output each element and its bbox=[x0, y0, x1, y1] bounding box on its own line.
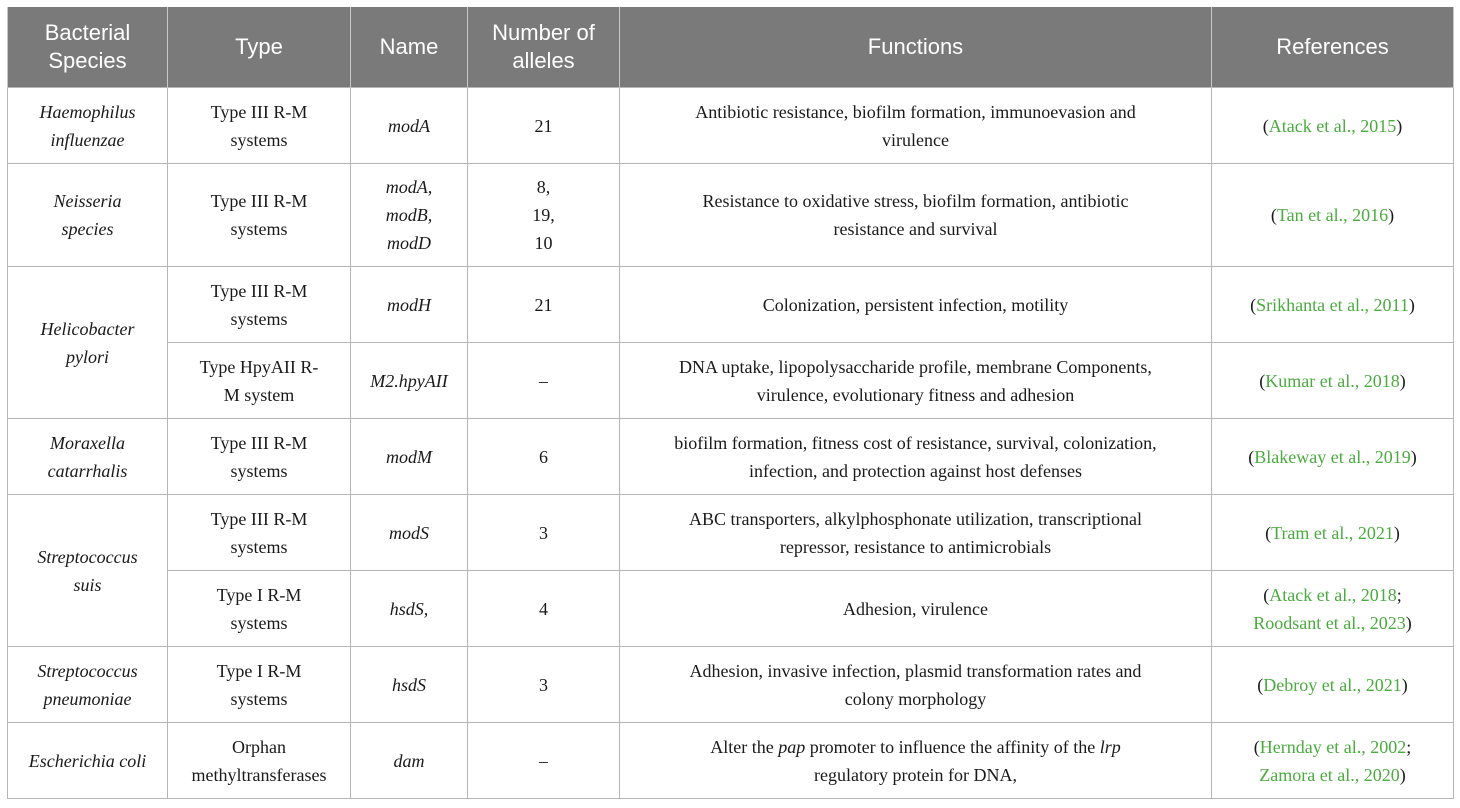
header-species-line: Bacterial bbox=[44, 20, 131, 45]
alleles-line: 8, bbox=[536, 177, 551, 197]
species-line: Streptococcus bbox=[37, 660, 138, 681]
references-cell: (Blakeway et al., 2019) bbox=[1212, 419, 1454, 495]
header-alleles-line: Number of bbox=[492, 20, 595, 45]
functions-line: virulence bbox=[882, 129, 949, 150]
functions-text: Alter the bbox=[710, 736, 779, 757]
type-line: Type III R-M bbox=[210, 508, 308, 529]
gene-name: modA, bbox=[385, 177, 433, 197]
reference-link[interactable]: Atack et al., 2015 bbox=[1268, 115, 1397, 136]
references-cell: (Tan et al., 2016) bbox=[1212, 164, 1454, 267]
references-cell: (Debroy et al., 2021) bbox=[1212, 647, 1454, 723]
header-name: Name bbox=[351, 7, 468, 88]
reference-link[interactable]: Atack et al., 2018 bbox=[1269, 584, 1397, 605]
type-line: Orphan bbox=[232, 736, 286, 757]
gene-name-cell: hsdS bbox=[351, 647, 468, 723]
species-line: catarrhalis bbox=[47, 460, 128, 481]
references-cell: (Atack et al., 2015) bbox=[1212, 88, 1454, 164]
functions-cell bbox=[620, 267, 1212, 343]
functions-line: DNA uptake, lipopolysaccharide profile, membrane Components, bbox=[679, 356, 1152, 377]
gene-name-cell: modS bbox=[351, 495, 468, 571]
type-line: systems bbox=[230, 688, 288, 709]
gene-ref-pap: pap bbox=[778, 736, 806, 757]
type-line: Type III R-M bbox=[210, 101, 308, 122]
alleles-line: 10 bbox=[534, 233, 553, 253]
table-row bbox=[8, 267, 1454, 343]
species-cell bbox=[8, 647, 168, 723]
functions-line: repressor, resistance to antimicrobials bbox=[779, 536, 1052, 557]
type-cell bbox=[168, 267, 351, 343]
species-cell: Escherichia coli bbox=[8, 723, 168, 799]
type-line: M system bbox=[223, 384, 295, 405]
header-references: References bbox=[1212, 7, 1454, 88]
functions-line: biofilm formation, fitness cost of resistance, survival, colonization, bbox=[674, 432, 1157, 453]
species-line: influenzae bbox=[50, 129, 125, 150]
header-alleles bbox=[468, 7, 620, 88]
table-row bbox=[8, 419, 1454, 495]
gene-name-cell: modA bbox=[351, 88, 468, 164]
type-line: systems bbox=[230, 129, 288, 150]
functions-line: infection, and protection against host defenses bbox=[749, 460, 1082, 481]
gene-name-cell: dam bbox=[351, 723, 468, 799]
table-row bbox=[8, 164, 1454, 267]
header-alleles-line: alleles bbox=[512, 48, 575, 73]
alleles-cell: 3 bbox=[468, 647, 620, 723]
functions-cell bbox=[620, 419, 1212, 495]
functions-line: Colonization, persistent infection, motility bbox=[762, 294, 1069, 315]
reference-link[interactable]: Blakeway et al., 2019 bbox=[1254, 446, 1411, 467]
table-row bbox=[8, 343, 1454, 419]
references-cell: (Tram et al., 2021) bbox=[1212, 495, 1454, 571]
functions-line: Adhesion, virulence bbox=[843, 598, 988, 619]
type-line: Type III R-M bbox=[210, 280, 308, 301]
alleles-cell: 3 bbox=[468, 495, 620, 571]
gene-name-cell bbox=[351, 164, 468, 267]
header-species-line: Species bbox=[48, 48, 127, 73]
functions-line: Antibiotic resistance, biofilm formation, immunoevasion and bbox=[695, 101, 1136, 122]
header-type: Type bbox=[168, 7, 351, 88]
references-cell: (Hernday et al., 2002; Zamora et al., 2020) bbox=[1212, 723, 1454, 799]
reference-link[interactable]: Kumar et al., 2018 bbox=[1265, 370, 1400, 391]
species-cell bbox=[8, 419, 168, 495]
table-row bbox=[8, 495, 1454, 571]
type-line: Type I R-M bbox=[216, 660, 302, 681]
functions-cell bbox=[620, 343, 1212, 419]
header-row bbox=[8, 7, 1454, 88]
references-cell: (Atack et al., 2018; Roodsant et al., 2023) bbox=[1212, 571, 1454, 647]
alleles-cell: – bbox=[468, 723, 620, 799]
type-cell bbox=[168, 571, 351, 647]
functions-line: resistance and survival bbox=[833, 219, 998, 239]
alleles-cell: 6 bbox=[468, 419, 620, 495]
functions-line: regulatory protein for DNA, bbox=[814, 764, 1017, 785]
functions-cell bbox=[620, 647, 1212, 723]
species-cell bbox=[8, 88, 168, 164]
data-table bbox=[7, 7, 1454, 799]
type-cell bbox=[168, 88, 351, 164]
type-line: systems bbox=[230, 308, 288, 329]
functions-line: colony morphology bbox=[844, 688, 987, 709]
gene-name-cell: hsdS, bbox=[351, 571, 468, 647]
type-cell bbox=[168, 343, 351, 419]
species-line: Neisseria bbox=[53, 191, 122, 211]
functions-line: Resistance to oxidative stress, biofilm formation, antibiotic bbox=[702, 191, 1129, 211]
species-line: suis bbox=[73, 574, 102, 595]
functions-cell bbox=[620, 164, 1212, 267]
species-line: pneumoniae bbox=[43, 688, 132, 709]
species-cell bbox=[8, 495, 168, 647]
reference-link[interactable]: Srikhanta et al., 2011 bbox=[1256, 294, 1409, 315]
functions-line: virulence, evolutionary fitness and adhesion bbox=[756, 384, 1075, 405]
species-line: species bbox=[61, 219, 114, 239]
references-cell: (Kumar et al., 2018) bbox=[1212, 343, 1454, 419]
type-line: Type III R-M bbox=[210, 191, 308, 211]
type-line: systems bbox=[230, 219, 288, 239]
type-cell bbox=[168, 723, 351, 799]
reference-link[interactable]: Tram et al., 2021 bbox=[1271, 522, 1394, 543]
functions-cell bbox=[620, 495, 1212, 571]
header-species bbox=[8, 7, 168, 88]
type-cell bbox=[168, 647, 351, 723]
type-line: Type I R-M bbox=[216, 584, 302, 605]
gene-name: modB, bbox=[385, 205, 433, 225]
species-line: Moraxella bbox=[50, 432, 125, 453]
alleles-cell: – bbox=[468, 343, 620, 419]
table-row bbox=[8, 647, 1454, 723]
alleles-cell bbox=[468, 164, 620, 267]
reference-link[interactable]: Hernday et al., 2002 bbox=[1259, 736, 1407, 757]
species-line: pylori bbox=[66, 346, 109, 367]
functions-cell bbox=[620, 571, 1212, 647]
species-line: Haemophilus bbox=[39, 101, 136, 122]
gene-name-cell: M2.hpyAII bbox=[351, 343, 468, 419]
species-line: Helicobacter bbox=[40, 318, 135, 339]
references-cell: (Srikhanta et al., 2011) bbox=[1212, 267, 1454, 343]
reference-link[interactable]: Tan et al., 2016 bbox=[1276, 205, 1389, 225]
alleles-cell: 21 bbox=[468, 88, 620, 164]
functions-text: promoter to influence the affinity of the bbox=[805, 736, 1100, 757]
type-line: Type III R-M bbox=[210, 432, 308, 453]
type-line: systems bbox=[230, 536, 288, 557]
alleles-cell: 4 bbox=[468, 571, 620, 647]
gene-name: modD bbox=[387, 233, 431, 253]
gene-name-cell: modH bbox=[351, 267, 468, 343]
functions-cell bbox=[620, 723, 1212, 799]
type-cell bbox=[168, 419, 351, 495]
reference-link[interactable]: Debroy et al., 2021 bbox=[1263, 674, 1402, 695]
type-line: systems bbox=[230, 612, 288, 633]
functions-line: ABC transporters, alkylphosphonate utilization, transcriptional bbox=[689, 508, 1142, 529]
reference-link[interactable]: Roodsant et al., 2023 bbox=[1253, 612, 1406, 633]
alleles-cell: 21 bbox=[468, 267, 620, 343]
gene-ref-lrp: lrp bbox=[1099, 736, 1121, 757]
table-row bbox=[8, 723, 1454, 799]
type-line: methyltransferases bbox=[191, 764, 327, 785]
header-functions: Functions bbox=[620, 7, 1212, 88]
species-line: Streptococcus bbox=[37, 546, 138, 567]
table-row bbox=[8, 88, 1454, 164]
reference-link[interactable]: Zamora et al., 2020 bbox=[1259, 764, 1400, 785]
gene-name-cell: modM bbox=[351, 419, 468, 495]
species-cell bbox=[8, 164, 168, 267]
type-line: Type HpyAII R- bbox=[199, 356, 319, 377]
alleles-line: 19, bbox=[532, 205, 555, 225]
table-row bbox=[8, 571, 1454, 647]
type-line: systems bbox=[230, 460, 288, 481]
type-cell bbox=[168, 164, 351, 267]
type-cell bbox=[168, 495, 351, 571]
functions-cell bbox=[620, 88, 1212, 164]
functions-line: Adhesion, invasive infection, plasmid transformation rates and bbox=[689, 660, 1142, 681]
species-cell bbox=[8, 267, 168, 419]
